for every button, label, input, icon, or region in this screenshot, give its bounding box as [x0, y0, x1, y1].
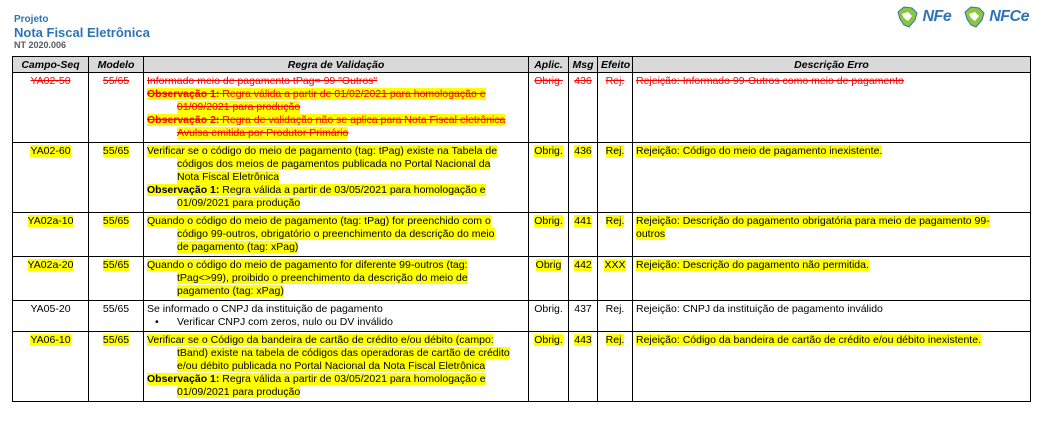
col-header-campo-seq: Campo-Seq: [13, 57, 89, 73]
cell-campo: YA05-20: [13, 301, 89, 332]
cell-regra: Quando o código do meio de pagamento (tag: tPag) for preenchido com o código 99-outros, obrigatório o preenchimento da descrição do meio de pagamento (tag: xPag): [144, 213, 529, 257]
cell-aplic: Obrig.: [529, 143, 569, 213]
cell-modelo: 55/65: [89, 301, 144, 332]
cell-msg: 436: [569, 73, 598, 143]
cell-modelo: 55/65: [89, 73, 144, 143]
cell-msg: 441: [569, 213, 598, 257]
cell-aplic: Obrig.: [529, 332, 569, 402]
cell-msg: 442: [569, 257, 598, 301]
table-row: [13, 301, 1031, 332]
nfe-logo: [894, 2, 951, 32]
cell-msg: 443: [569, 332, 598, 402]
table-row: [13, 143, 1031, 213]
table-header-row: [13, 57, 1031, 73]
cell-efeito: Rej.: [598, 143, 633, 213]
cell-descricao: Rejeição: CNPJ da instituição de pagamento inválido: [633, 301, 1031, 332]
cell-efeito: Rej.: [598, 213, 633, 257]
table-row: [13, 332, 1031, 402]
nfce-logo: [961, 2, 1029, 32]
cell-descricao: Rejeição: Código do meio de pagamento inexistente.: [633, 143, 1031, 213]
cell-efeito: Rej.: [598, 301, 633, 332]
cell-campo: YA02-60: [13, 143, 89, 213]
technical-note-number: NT 2020.006: [14, 40, 67, 50]
col-header-modelo: Modelo: [89, 57, 144, 73]
col-header-aplic: Aplic.: [529, 57, 569, 73]
cell-efeito: XXX: [598, 257, 633, 301]
document-header: [14, 14, 150, 50]
cell-descricao: Rejeição: Informado 99-Outros como meio de pagamento: [633, 73, 1031, 143]
cell-regra: Se informado o CNPJ da instituição de pagamento • Verificar CNPJ com zeros, nulo ou DV inválido: [144, 301, 529, 332]
cell-efeito: Rej.: [598, 332, 633, 402]
cell-aplic: Obrig.: [529, 301, 569, 332]
cell-modelo: 55/65: [89, 332, 144, 402]
brazil-map-icon: [894, 4, 920, 30]
cell-msg: 437: [569, 301, 598, 332]
cell-regra: Quando o código do meio de pagamento for diferente 99-outros (tag: tPag<>99), proibido o preenchimento da descrição do meio de pagamento (tag: xPag): [144, 257, 529, 301]
brazil-map-icon: [961, 4, 987, 30]
cell-descricao: Rejeição: Descrição do pagamento obrigatória para meio de pagamento 99- outros: [633, 213, 1031, 257]
cell-aplic: Obrig.: [529, 213, 569, 257]
cell-efeito: Rej.: [598, 73, 633, 143]
table-row: [13, 73, 1031, 143]
nfe-logo-text: NFe: [922, 8, 952, 25]
cell-aplic: Obrig.: [529, 73, 569, 143]
cell-modelo: 55/65: [89, 143, 144, 213]
cell-regra: Informado meio de pagamento tPag= 99 "Outros" Observação 1: Regra válida a partir de 01/02/2021 para homologação e 01/09/2021 para produção Observação 2: Regra de validação não se aplica para Nota Fiscal eletrônica Avulsa emitida por Produtor Primário: [144, 73, 529, 143]
cell-descricao: Rejeição: Código da bandeira de cartão de crédito e/ou débito inexistente.: [633, 332, 1031, 402]
bullet-icon: •: [155, 316, 159, 328]
col-header-msg: Msg: [569, 57, 598, 73]
document-title: Nota Fiscal Eletrônica: [14, 25, 150, 40]
cell-aplic: Obrig: [529, 257, 569, 301]
nfce-logo-text: NFCe: [989, 8, 1029, 25]
cell-campo: YA06-10: [13, 332, 89, 402]
cell-descricao: Rejeição: Descrição do pagamento não permitida.: [633, 257, 1031, 301]
cell-msg: 436: [569, 143, 598, 213]
cell-campo: YA02-50: [13, 73, 89, 143]
table-row: [13, 257, 1031, 301]
col-header-efeito: Efeito: [598, 57, 633, 73]
cell-campo: YA02a-20: [13, 257, 89, 301]
col-header-regra: Regra de Validação: [144, 57, 529, 73]
cell-modelo: 55/65: [89, 257, 144, 301]
cell-regra: Verificar se o Código da bandeira de cartão de crédito e/ou débito (campo: tBand) existe na tabela de códigos das operadoras de cartão de crédito e/ou débito publicada no Portal Nacional da Nota Fiscal Eletrônica Observação 1: Regra válida a partir de 03/05/2021 para homologação e 01/09/2021 para produção: [144, 332, 529, 402]
cell-regra: Verificar se o código do meio de pagamento (tag: tPag) existe na Tabela de códigos dos meios de pagamentos publicada no Portal Nacional da Nota Fiscal Eletrônica Observação 1: Regra válida a partir de 03/05/2021 para homologação e 01/09/2021 para produção: [144, 143, 529, 213]
project-label: Projeto: [14, 14, 49, 25]
validation-rules-table: [12, 56, 1031, 402]
table-row: [13, 213, 1031, 257]
col-header-descricao: Descrição Erro: [633, 57, 1031, 73]
logos: [894, 2, 1029, 32]
cell-campo: YA02a-10: [13, 213, 89, 257]
cell-modelo: 55/65: [89, 213, 144, 257]
